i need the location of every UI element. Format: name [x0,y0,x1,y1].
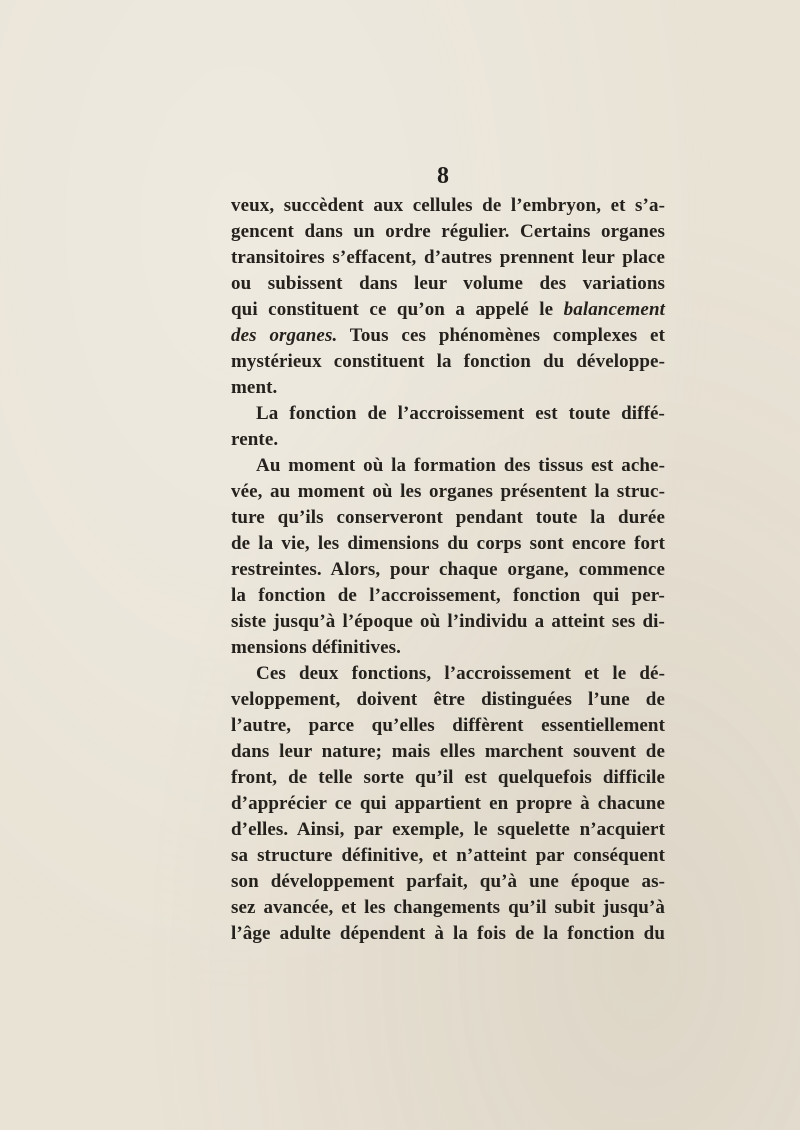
text-line: sa structure définitive, et n’atteint par conséquent [231,845,665,866]
text-line: Ces deux fonctions, l’accroissement et le dé- [256,663,665,684]
text-line: dans leur nature; mais elles marchent souvent de [231,741,665,762]
text-line: veloppement, doivent être distinguées l’une de [231,689,665,710]
text-line [231,323,665,349]
text-line: La fonction de l’accroissement est toute diffé- [256,403,665,424]
text-line: ture qu’ils conserveront pendant toute la durée [231,507,665,528]
text-line: gencent dans un ordre régulier. Certains organes [231,221,665,242]
text-line: d’apprécier ce qui appartient en propre à chacune [231,793,665,814]
text-line: Au moment où la formation des tissus est ache- [256,455,665,476]
text-line: l’âge adulte dépendent à la fois de la fonction du [231,923,665,944]
page-number: 8 [437,163,449,189]
text-line: veux, succèdent aux cellules de l’embryon, et s’a- [231,195,665,216]
text-line: l’autre, parce qu’elles diffèrent essentiellement [231,715,665,736]
text-line: mystérieux constituent la fonction du développe- [231,351,665,372]
text-line: de la vie, les dimensions du corps sont encore fort [231,533,665,554]
text-line: siste jusqu’à l’époque où l’individu a atteint ses di- [231,611,665,632]
text-segment: Tous ces phénomènes complexes et [337,325,665,346]
text-line: front, de telle sorte qu’il est quelquefois difficile [231,767,665,788]
text-line: son développement parfait, qu’à une époque as- [231,871,665,892]
text-line [231,297,665,323]
text-line: d’elles. Ainsi, par exemple, le squelette n’acquiert [231,819,665,840]
body-text [231,193,665,947]
text-line: vée, au moment où les organes présentent la struc- [231,481,665,502]
text-line: la fonction de l’accroissement, fonction qui per- [231,585,665,606]
text-line: mensions définitives. [231,637,401,658]
text-line: restreintes. Alors, pour chaque organe, commence [231,559,665,580]
text-line: sez avancée, et les changements qu’il subit jusqu’à [231,897,665,918]
text-line: transitoires s’effacent, d’autres prennent leur place [231,247,665,268]
text-segment: qui constituent ce qu’on a appelé le [231,299,564,320]
text-line: ment. [231,377,278,398]
text-line: ou subissent dans leur volume des variations [231,273,665,294]
text-line: rente. [231,429,279,450]
italic-term: des organes. [231,325,338,346]
italic-term: balancement [563,299,665,320]
